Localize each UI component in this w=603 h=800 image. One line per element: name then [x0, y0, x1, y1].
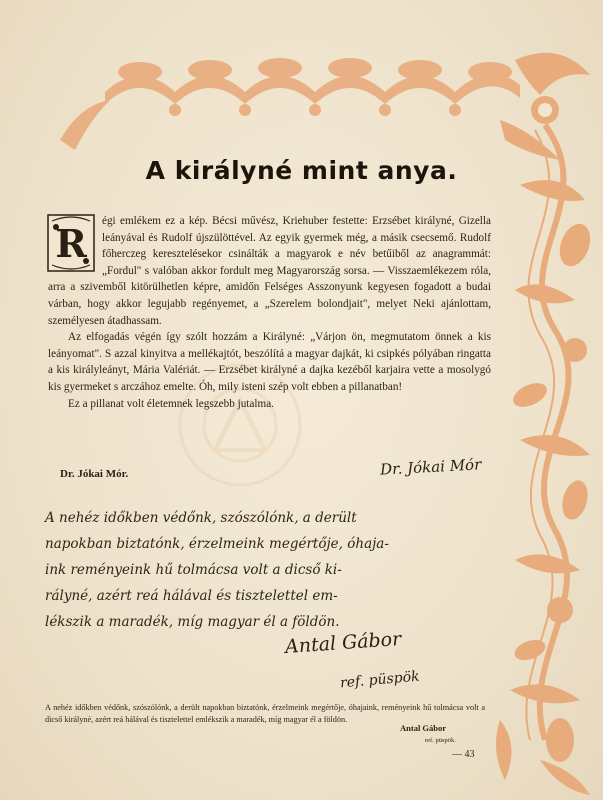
printed-transcription: A nehéz időkben védőnk, szószólónk, a derült napokban biztatónk, érzelmeink megértője, óhajaink, reményeink hű tolmácsa volt a dicső királyné, azért reá hálával és tisztelettel emlékszik a maradék, míg magyar él a földön. — [45, 703, 485, 724]
paragraph-2: Az elfogadás végén így szólt hozzám a Királyné: „Várjon ön, megmutatom önnek a kis leányomat". S azzal kinyitva a mellékajtót, beszólítá a magyar dajkát, ki csipkés pólyában ringatta a kis királyleányt, Mária Valériát. — Erzsébet királyné a dajka kezéből karjaira vette a mosolygó kis gyermeket s arczához emelte. Óh, mily isteni szép volt ebben a pillanatban! — [48, 331, 491, 393]
handwritten-signature: Antal Gábor — [284, 627, 402, 659]
transcription-signature: Antal Gábor — [400, 723, 447, 733]
page-number: — 43 — [452, 749, 475, 760]
handwriting-line: A nehéz időkben védőnk, szószólónk, a derült — [45, 510, 357, 526]
article-body — [48, 213, 491, 412]
decorated-initial-icon — [46, 213, 96, 275]
handwriting-line: lékszik a maradék, míg magyar él a földön. — [45, 614, 340, 630]
dropcap-letter: R — [55, 221, 87, 266]
handwritten-note — [45, 505, 495, 635]
transcription-title: ref. püspök. — [425, 737, 456, 744]
decorated-initial — [46, 213, 96, 275]
paragraph-1 — [48, 213, 491, 329]
handwriting-line: ink reményeink hű tolmácsa volt a dicső ki- — [45, 562, 342, 578]
paragraph-3: Ez a pillanat volt életemnek legszebb jutalma. — [68, 397, 274, 410]
author-name: Dr. Jókai Mór. — [60, 468, 129, 480]
handwriting-line: napokban biztatónk, érzelmeink megértője, óhaja- — [45, 536, 389, 552]
paragraph-1-text: égi emlékem ez a kép. Bécsi művész, Kriehuber festette: Erzsébet királyné, Gizella leányával és Rudolf újszülöttével. Az egyik gyermek még, a másik csecsemő. Rudolf főherczeg keresztelésekor csinálták a magyarok e név betűiből az anagrammát: „Fordul" s valóban akkor fordult meg Magyarország sorsa. — Visszaemlékezem róla, arra a szivemből kitörülhetlen képre, amidőn Felséges Asszonyunk kegyesen fogadott a budai várban, hogy akkor legujabb regényemet, a „Szerelem bolondjait", melyet Neki ajánlottam, személyesen átadhassam. — [48, 215, 491, 327]
author-handwritten-signature: Dr. Jókai Mór — [379, 455, 482, 479]
handwritten-title: ref. püspök — [339, 668, 421, 692]
handwriting-line: rályné, azért reá hálával és tisztelettel em- — [45, 588, 338, 604]
page-title: A királyné mint anya. — [145, 156, 458, 185]
